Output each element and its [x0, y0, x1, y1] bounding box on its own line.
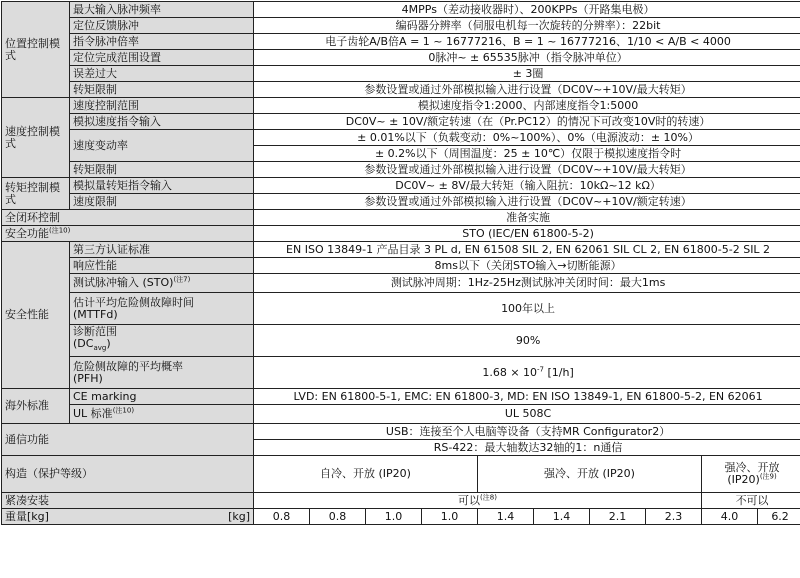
- row-label: [2, 509, 254, 525]
- row-value: [254, 357, 800, 389]
- group-safety-performance: 安全性能: [2, 242, 70, 389]
- row-value: 不可以: [702, 493, 800, 509]
- row-value: 自冷、开放 (IP20): [254, 456, 478, 493]
- row-value: UL 508C: [254, 405, 800, 424]
- label-text: 危险侧故障的平均概率: [73, 360, 183, 373]
- row-label: 响应性能: [70, 258, 254, 274]
- row-label: 速度控制范围: [70, 98, 254, 114]
- row-value: 8ms以下（关闭STO输入→切断能源）: [254, 258, 800, 274]
- label-text: 估计平均危险侧故障时间: [73, 296, 194, 309]
- group-torque-control: 转矩控制模式: [2, 178, 70, 210]
- row-label: [70, 405, 254, 424]
- group-overseas-standards: 海外标准: [2, 389, 70, 424]
- weight-cell: 1.4: [534, 509, 590, 525]
- row-label: 第三方认证标准: [70, 242, 254, 258]
- row-value: 0脉冲~ ± 65535脉冲（指令脉冲单位）: [254, 50, 800, 66]
- row-label: [70, 293, 254, 325]
- row-value: ± 3圈: [254, 66, 800, 82]
- row-label: 定位反馈脉冲: [70, 18, 254, 34]
- weight-cell: 0.8: [310, 509, 366, 525]
- row-value: 参数设置或通过外部模拟输入进行设置（DC0V~+10V/最大转矩）: [254, 162, 800, 178]
- row-label: 模拟量转矩指令输入: [70, 178, 254, 194]
- label-text: ): [106, 337, 110, 350]
- row-label: [2, 226, 254, 242]
- row-label: 模拟速度指令输入: [70, 114, 254, 130]
- row-value: 4MPPs（差动接收器时）、200KPPs（开路集电极）: [254, 2, 800, 18]
- footnote-mark: (注10): [49, 226, 70, 234]
- row-value: USB：连接至个人电脑等设备（支持MR Configurator2）: [254, 424, 800, 440]
- row-label: 指令脉冲倍率: [70, 34, 254, 50]
- row-label: 转矩限制: [70, 162, 254, 178]
- row-value: LVD: EN 61800-5-1, EMC: EN 61800-3, MD: EN ISO 13849-1, EN 61800-5-2, EN 62061: [254, 389, 800, 405]
- row-label: 最大输入脉冲频率: [70, 2, 254, 18]
- row-value: 90%: [254, 325, 800, 357]
- footnote-mark: (注8): [480, 493, 497, 501]
- row-label: 构造（保护等级）: [2, 456, 254, 493]
- row-label: 紧凑安装: [2, 493, 254, 509]
- row-label: 定位完成范围设置: [70, 50, 254, 66]
- footnote-mark: (注7): [173, 275, 190, 283]
- row-value: 电子齿轮A/B倍A = 1 ~ 16777216、B = 1 ~ 16777216、1/10 < A/B < 4000: [254, 34, 800, 50]
- row-label: [70, 325, 254, 357]
- row-value: DC0V~ ± 10V/额定转速（在（Pr.PC12）的情况下可改变10V时的转速）: [254, 114, 800, 130]
- weight-cell: 1.0: [366, 509, 422, 525]
- row-value: DC0V~ ± 8V/最大转矩（输入阻抗：10kΩ~12 kΩ）: [254, 178, 800, 194]
- label-text: (PFH): [73, 372, 103, 385]
- spec-table: [1, 1, 800, 525]
- row-value: 编码器分辨率（伺服电机每一次旋转的分辨率）：22bit: [254, 18, 800, 34]
- row-value: RS-422：最大轴数达32轴的1：n通信: [254, 440, 800, 456]
- row-value: ± 0.2%以下（周围温度：25 ± 10℃）仅限于模拟速度指令时: [254, 146, 800, 162]
- row-value: [702, 456, 800, 493]
- row-value: 100年以上: [254, 293, 800, 325]
- row-label: [70, 274, 254, 293]
- row-label: 转矩限制: [70, 82, 254, 98]
- row-value: 准备实施: [254, 210, 800, 226]
- footnote-mark: (注10): [113, 406, 134, 414]
- label-text: (MTTFd): [73, 308, 118, 321]
- label-text: UL 标准: [73, 407, 113, 420]
- label-subscript: avg: [93, 345, 106, 353]
- weight-cell: 4.0: [702, 509, 758, 525]
- value-text: (IP20): [727, 473, 759, 486]
- unit-text: [kg]: [228, 511, 250, 523]
- row-label: CE marking: [70, 389, 254, 405]
- label-text: 测试脉冲输入 (STO): [73, 276, 173, 289]
- row-label: 速度限制: [70, 194, 254, 210]
- row-label: 速度变动率: [70, 130, 254, 162]
- footnote-mark: (注9): [760, 472, 777, 480]
- row-label: 全闭环控制: [2, 210, 254, 226]
- value-text: 可以: [458, 494, 480, 507]
- row-label: [70, 357, 254, 389]
- row-label: 通信功能: [2, 424, 254, 456]
- weight-cell: 1.4: [478, 509, 534, 525]
- row-value: 参数设置或通过外部模拟输入进行设置（DC0V~+10V/最大转矩）: [254, 82, 800, 98]
- weight-cell: 0.8: [254, 509, 310, 525]
- row-value: [254, 493, 702, 509]
- row-value: ± 0.01%以下（负载变动：0%~100%）、0%（电源波动：± 10%）: [254, 130, 800, 146]
- label-text: 安全功能: [5, 227, 49, 240]
- label-text: 诊断范围: [73, 325, 117, 338]
- weight-cell: 2.3: [646, 509, 702, 525]
- group-speed-control: 速度控制模式: [2, 98, 70, 178]
- weight-cell: 2.1: [590, 509, 646, 525]
- group-position-control: 位置控制模式: [2, 2, 70, 98]
- weight-cell: 1.0: [422, 509, 478, 525]
- row-label: 误差过大: [70, 66, 254, 82]
- value-text: [1/h]: [544, 366, 574, 379]
- row-value: 测试脉冲周期：1Hz-25Hz测试脉冲关闭时间：最大1ms: [254, 274, 800, 293]
- row-value: 强冷、开放 (IP20): [478, 456, 702, 493]
- value-text: 强冷、开放: [725, 461, 780, 474]
- value-exponent: -7: [537, 365, 544, 373]
- row-value: STO (IEC/EN 61800-5-2): [254, 226, 800, 242]
- label-text: 重量[kg]: [5, 510, 49, 523]
- weight-cell: 6.2: [758, 509, 800, 525]
- row-value: EN ISO 13849-1 产品目录 3 PL d, EN 61508 SIL 2, EN 62061 SIL CL 2, EN 61800-5-2 SIL 2: [254, 242, 800, 258]
- row-value: 模拟速度指令1:2000、内部速度指令1:5000: [254, 98, 800, 114]
- row-value: 参数设置或通过外部模拟输入进行设置（DC0V~+10V/额定转速）: [254, 194, 800, 210]
- label-text: (DC: [73, 337, 93, 350]
- value-text: 1.68 × 10: [482, 366, 537, 379]
